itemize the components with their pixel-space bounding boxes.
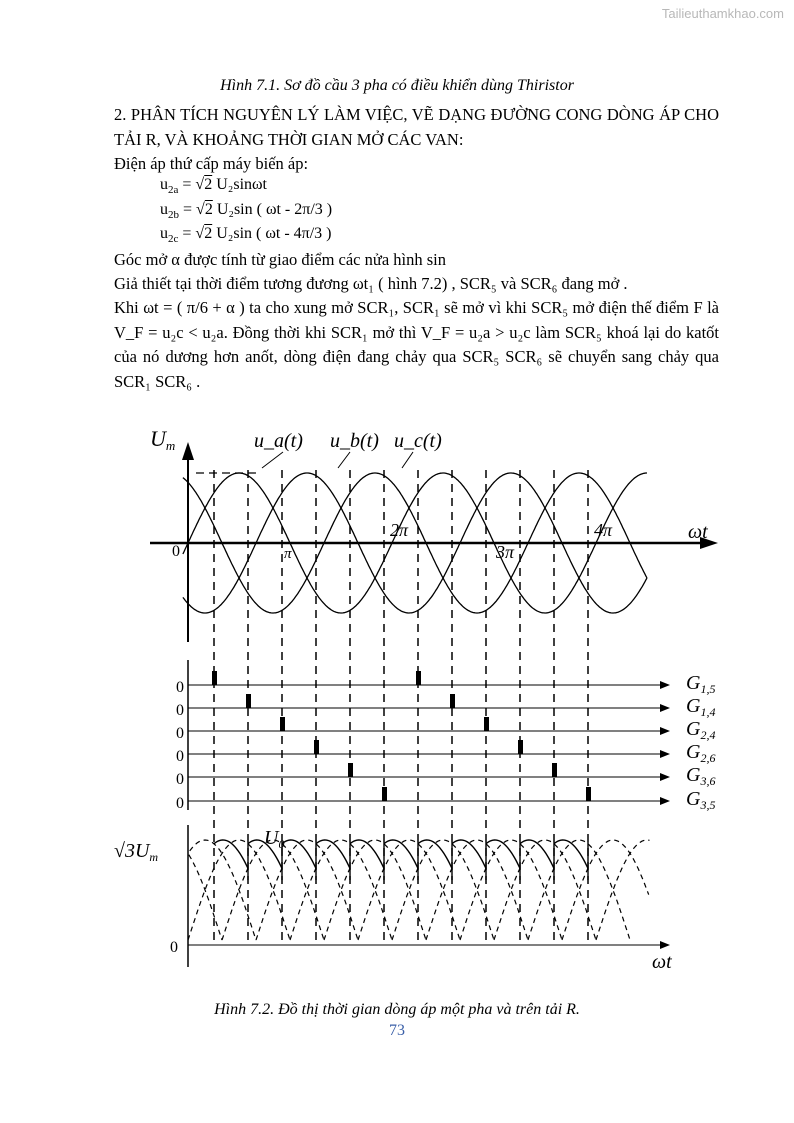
gate-pulse-10: [518, 740, 523, 754]
pointer-ub: [338, 452, 350, 468]
gate-label-3: $G_{2,4}$: [686, 718, 716, 742]
load-segment-10: [520, 840, 554, 868]
load-segment-8: [452, 840, 486, 868]
gate-label-2: $G_{1,4}$: [686, 695, 716, 719]
gate-label-6: $G_{3,5}$: [686, 788, 716, 812]
gate-zero-2: 0: [176, 702, 184, 719]
paragraph-1: Giả thiết tại thời điểm tương đương ωt₁ ( hình 7.2) , SCR₅ và SCR₆ đang mở .: [114, 274, 628, 293]
envelope-2: [190, 840, 256, 940]
load-voltage-waveform: [188, 825, 670, 967]
watermark: Tailieuthamkhao.com: [661, 6, 784, 21]
formula-u2a: $u_{2a} = √2$ U₂sinωt: [160, 176, 267, 197]
formula-u2b: $u_{2b} = √2$ U₂sin ( ωt - 2π/3 ): [160, 201, 333, 222]
gate-rail-arrow-1: [660, 681, 670, 689]
gate-rail-arrow-2: [660, 704, 670, 712]
gate-pulse-6: [382, 787, 387, 801]
gate-zero-4: 0: [176, 748, 184, 765]
gate-rail-arrow-3: [660, 727, 670, 735]
gate-pulse-9: [484, 717, 489, 731]
gate-label-4: $G_{2,6}$: [686, 741, 716, 765]
envelope-14: [562, 840, 649, 940]
figure-caption-7-1: Hình 7.1. Sơ đồ cầu 3 pha có điều khiển dùng Thiristor: [220, 77, 574, 94]
tick-3pi: 3π: [496, 542, 515, 562]
load-zero-label: 0: [170, 939, 178, 956]
gate-pulse-2: [246, 694, 251, 708]
gate-label-5: $G_{3,6}$: [686, 764, 716, 788]
y-axis-label: Um: [150, 426, 176, 453]
gate-zero-6: 0: [176, 795, 184, 812]
tick-2pi: 2π: [390, 520, 409, 540]
load-curve-label: $U_0$: [264, 827, 285, 851]
tick-pi: π: [284, 546, 292, 562]
gate-pulse-8: [450, 694, 455, 708]
alpha-line: Góc mở α được tính từ giao điểm các nửa hình sin: [114, 250, 446, 269]
pointer-ua: [262, 452, 283, 468]
gate-pulse-4: [314, 740, 319, 754]
tick-4pi: 4π: [594, 520, 613, 540]
y-axis-arrow: [182, 442, 194, 460]
envelope-13: [528, 840, 630, 940]
gate-zero-5: 0: [176, 771, 184, 788]
gate-pulse-11: [552, 763, 557, 777]
envelope-15: [596, 840, 650, 940]
figure-caption-7-2: Hình 7.2. Đồ thị thời gian dòng áp một pha và trên tải R.: [214, 1001, 580, 1018]
pointer-uc: [402, 452, 413, 468]
gate-label-1: $G_{1,5}$: [686, 672, 716, 696]
load-segment-3: [282, 840, 316, 868]
gate-zero-1: 0: [176, 679, 184, 696]
gate-zero-3: 0: [176, 725, 184, 742]
gate-pulse-3: [280, 717, 285, 731]
curve-label-ub: u_b(t): [330, 430, 379, 452]
load-segment-9: [486, 840, 520, 868]
gate-rail-arrow-6: [660, 797, 670, 805]
gate-pulses: [188, 660, 670, 810]
load-segment-4: [316, 840, 350, 868]
x-axis-label: ωt: [688, 521, 708, 543]
load-segment-11: [554, 840, 588, 868]
section-heading: 2. PHÂN TÍCH NGUYÊN LÝ LÀM VIỆC, VẼ DẠNG ĐƯỜNG CONG DÒNG ÁP CHO TẢI R, VÀ KHOẢNG THỜI GIAN MỞ CÁC VAN:: [114, 105, 719, 149]
page-number: 73: [389, 1022, 405, 1039]
load-segment-1: [214, 840, 248, 868]
axes: [150, 442, 718, 642]
load-y-label: $√3U_m$: [114, 840, 159, 864]
origin-label: 0: [172, 543, 180, 560]
load-x-label: ωt: [652, 951, 672, 973]
formula-u2c: $u_{2c} = √2$ U₂sin ( ωt - 4π/3 ): [160, 225, 332, 246]
waveform-figure: [0, 410, 794, 1000]
gate-pulse-1: [212, 671, 217, 685]
load-x-arrow: [660, 941, 670, 949]
gate-rail-arrow-4: [660, 750, 670, 758]
gate-pulse-12: [586, 787, 591, 801]
envelope-1: [189, 855, 222, 940]
intro-text: Điện áp thứ cấp máy biến áp:: [114, 154, 309, 173]
load-segment-5: [350, 840, 384, 868]
curve-label-uc: u_c(t): [394, 430, 442, 452]
load-segment-7: [418, 840, 452, 868]
gate-pulse-5: [348, 763, 353, 777]
paragraph-2: Khi ωt = ( π/6 + α ) ta cho xung mở SCR₁, SCR₁ sẽ mở vì khi SCR₅ mở điện thế điểm F là V_F = u₂c < u₂a. Đồng thời khi SCR₁ mở thì V_F = u₂a > u₂c làm SCR₅ khoá lại do katốt của nó dương hơn anốt, dòng điện đang chảy qua SCR₅ SCR₆ sẽ chuyển sang chảy qua SCR₁ SCR₆ .: [114, 298, 719, 391]
gate-rail-arrow-5: [660, 773, 670, 781]
gate-pulse-7: [416, 671, 421, 685]
load-segment-6: [384, 840, 418, 868]
curve-label-ua: u_a(t): [254, 430, 303, 452]
